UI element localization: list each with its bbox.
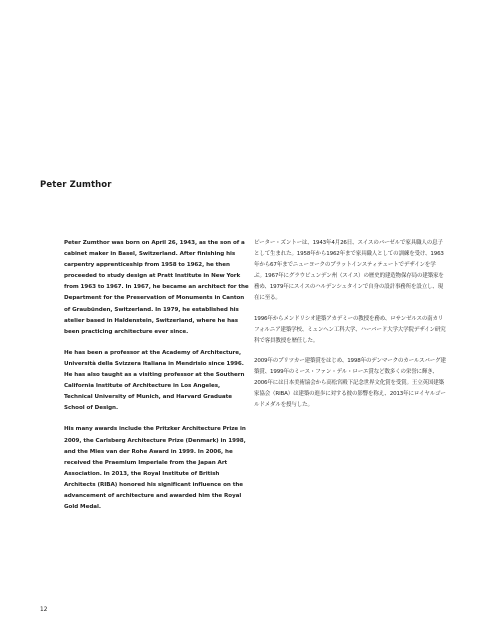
english-paragraph-awards: His many awards include the Pritzker Architecture Prize in 2009, the Carlsberg Architecture Prize (Denmark) in 1998, and the Mies van der Rohe Award in 1999. In 2006, he received the Praemium Imperiale from the Japan Art Association. In 2013, the Royal Institute of British Architects (RIBA) honored his significant influence on the advancement of architecture and awarded him the Royal Gold Medal. <box>64 426 246 511</box>
english-paragraph-teaching: He has been a professor at the Academy of Architecture, Università della Svizzera Italiana in Mendrisio since 1996. He has also taught as a visiting professor at the Southern California Institute of Architecture in Los Angeles, Technical University of Munich, and Harvard Graduate School of Design. <box>64 349 245 412</box>
japanese-paragraph-early-life: ピーター・ズントーは、1943年4月26日、スイスのバーゼルで家具職人の息子として生まれた。1958年から1962年まで家具職人としての訓練を受け、1963年から67年までニューヨークのプラットインスティテュートでデザインを学ぶ。1967年にグラウビュンデン州（スイス）の歴史的建造物保存局の建築家を務め、1979年にスイスのハルデンシュタインで自身の設計事務所を設立し、現在に至る。 <box>254 240 444 302</box>
page-number: 12 <box>40 607 48 613</box>
english-paragraph-early-life: Peter Zumthor was born on April 26, 1943, as the son of a cabinet maker in Basel, Switzerland. After finishing his carpentry apprenticeship from 1958 to 1962, he then proceeded to study design at Pratt Institute in New York from 1963 to 1967. In 1967, he became an architect for the Department for the Preservation of Monuments in Canton of Graubünden, Switzerland. In 1979, he established his atelier based in Haldenstein, Switzerland, where he has been practicing architecture ever since. <box>64 240 249 335</box>
page-title: Peter Zumthor <box>40 180 112 190</box>
english-biography-column <box>64 238 250 523</box>
japanese-paragraph-teaching: 1996年からメンドリシオ建築アカデミーの教授を務め、ロサンゼルスの南カリフォルニア建築学校、ミュンヘン工科大学、ハーバード大学大学院デザイン研究科で客員教授を歴任した。 <box>254 315 446 344</box>
japanese-paragraph-awards: 2009年のプリツカー建築賞をはじめ、1998年のデンマークのカールスバーグ建築賞、1999年のミース・ファン・デル・ローエ賞など数多くの栄誉に輝き、2006年には日本美術協会から高松宮殿下記念世界文化賞を受賞。王立英国建築家協会（RIBA）は建築の進歩に対する彼の影響を称え、2013年にロイヤルゴールドメダルを授与した。 <box>254 357 446 409</box>
japanese-biography-column <box>254 238 446 420</box>
